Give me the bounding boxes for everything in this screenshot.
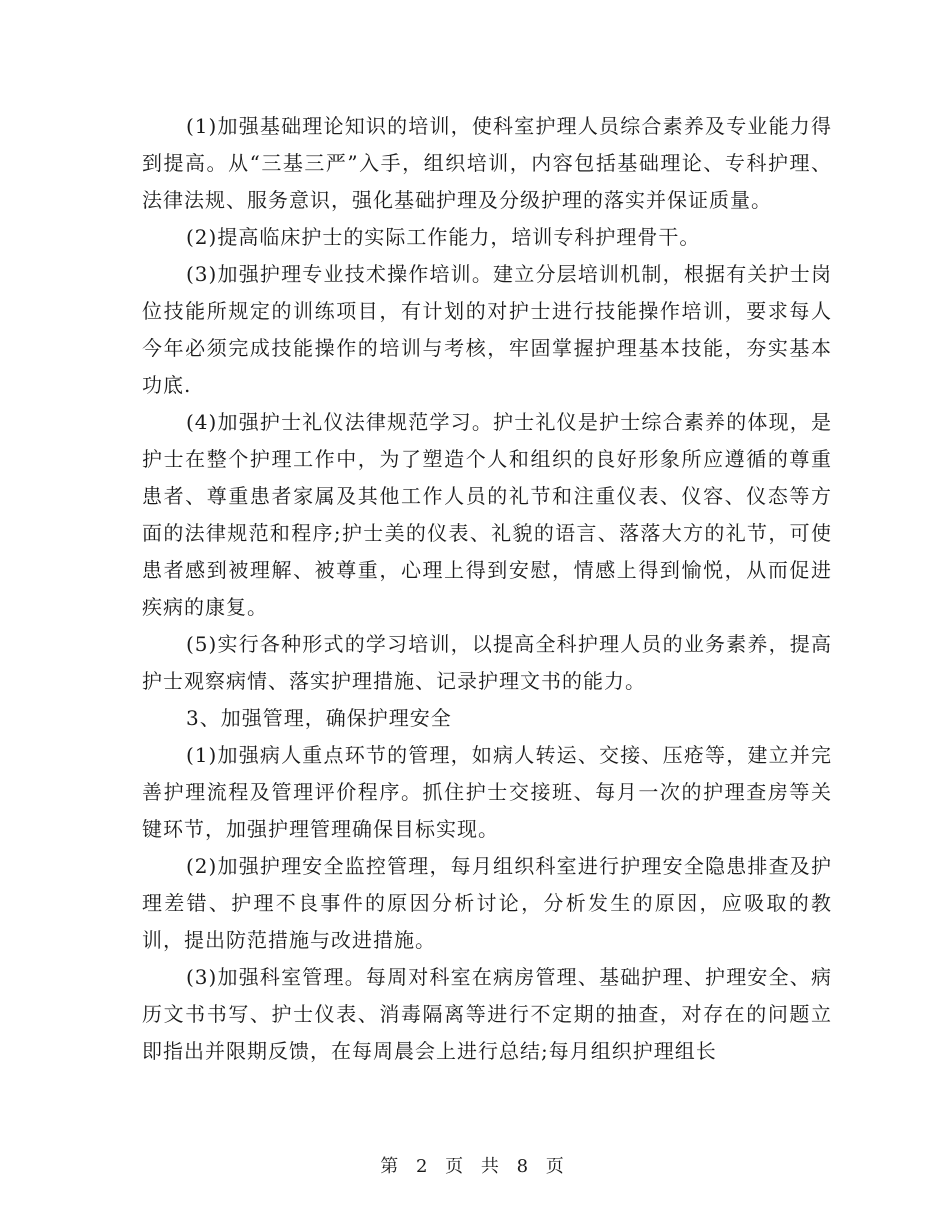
paragraph-7: (2)加强护理安全监控管理，每月组织科室进行护理安全隐患排查及护理差错、护理不良事件的原因分析讨论，分析发生的原因，应吸取的教训，提出防范措施与改进措施。 — [142, 854, 832, 952]
paragraph-8: (3)加强科室管理。每周对科室在病房管理、基础护理、护理安全、病历文书书写、护士仪表、消毒隔离等进行不定期的抽查，对存在的问题立即指出并限期反馈，在每周晨会上进行总结;每月组织护理组长 — [142, 965, 832, 1063]
page-number-footer: 第 2 页 共 8 页 — [380, 1156, 570, 1177]
paragraph-6: (1)加强病人重点环节的管理，如病人转运、交接、压疮等，建立并完善护理流程及管理评价程序。抓住护士交接班、每月一次的护理查房等关键环节，加强护理管理确保目标实现。 — [142, 743, 832, 841]
document-body — [142, 108, 832, 1070]
paragraph-4: (4)加强护士礼仪法律规范学习。护士礼仪是护士综合素养的体现，是护士在整个护理工作中，为了塑造个人和组织的良好形象所应遵循的尊重患者、尊重患者家属及其他工作人员的礼节和注重仪表、仪容、仪态等方面的法律规范和程序;护士美的仪表、礼貌的语言、落落大方的礼节，可使患者感到被理解、被尊重，心理上得到安慰，情感上得到愉悦，从而促进疾病的康复。 — [142, 410, 832, 619]
paragraph-5: (5)实行各种形式的学习培训，以提高全科护理人员的业务素养，提高护士观察病情、落实护理措施、记录护理文书的能力。 — [142, 632, 832, 693]
paragraph-1: (1)加强基础理论知识的培训，使科室护理人员综合素养及专业能力得到提高。从“三基三严”入手，组织培训，内容包括基础理论、专科护理、法律法规、服务意识，强化基础护理及分级护理的落实并保证质量。 — [142, 114, 832, 212]
section-heading-3: 3、加强管理，确保护理安全 — [186, 706, 452, 730]
paragraph-3: (3)加强护理专业技术操作培训。建立分层培训机制，根据有关护士岗位技能所规定的训练项目，有计划的对护士进行技能操作培训，要求每人今年必须完成技能操作的培训与考核，牢固掌握护理基本技能，夯实基本功底. — [142, 262, 832, 397]
paragraph-2: (2)提高临床护士的实际工作能力，培训专科护理骨干。 — [186, 225, 701, 249]
